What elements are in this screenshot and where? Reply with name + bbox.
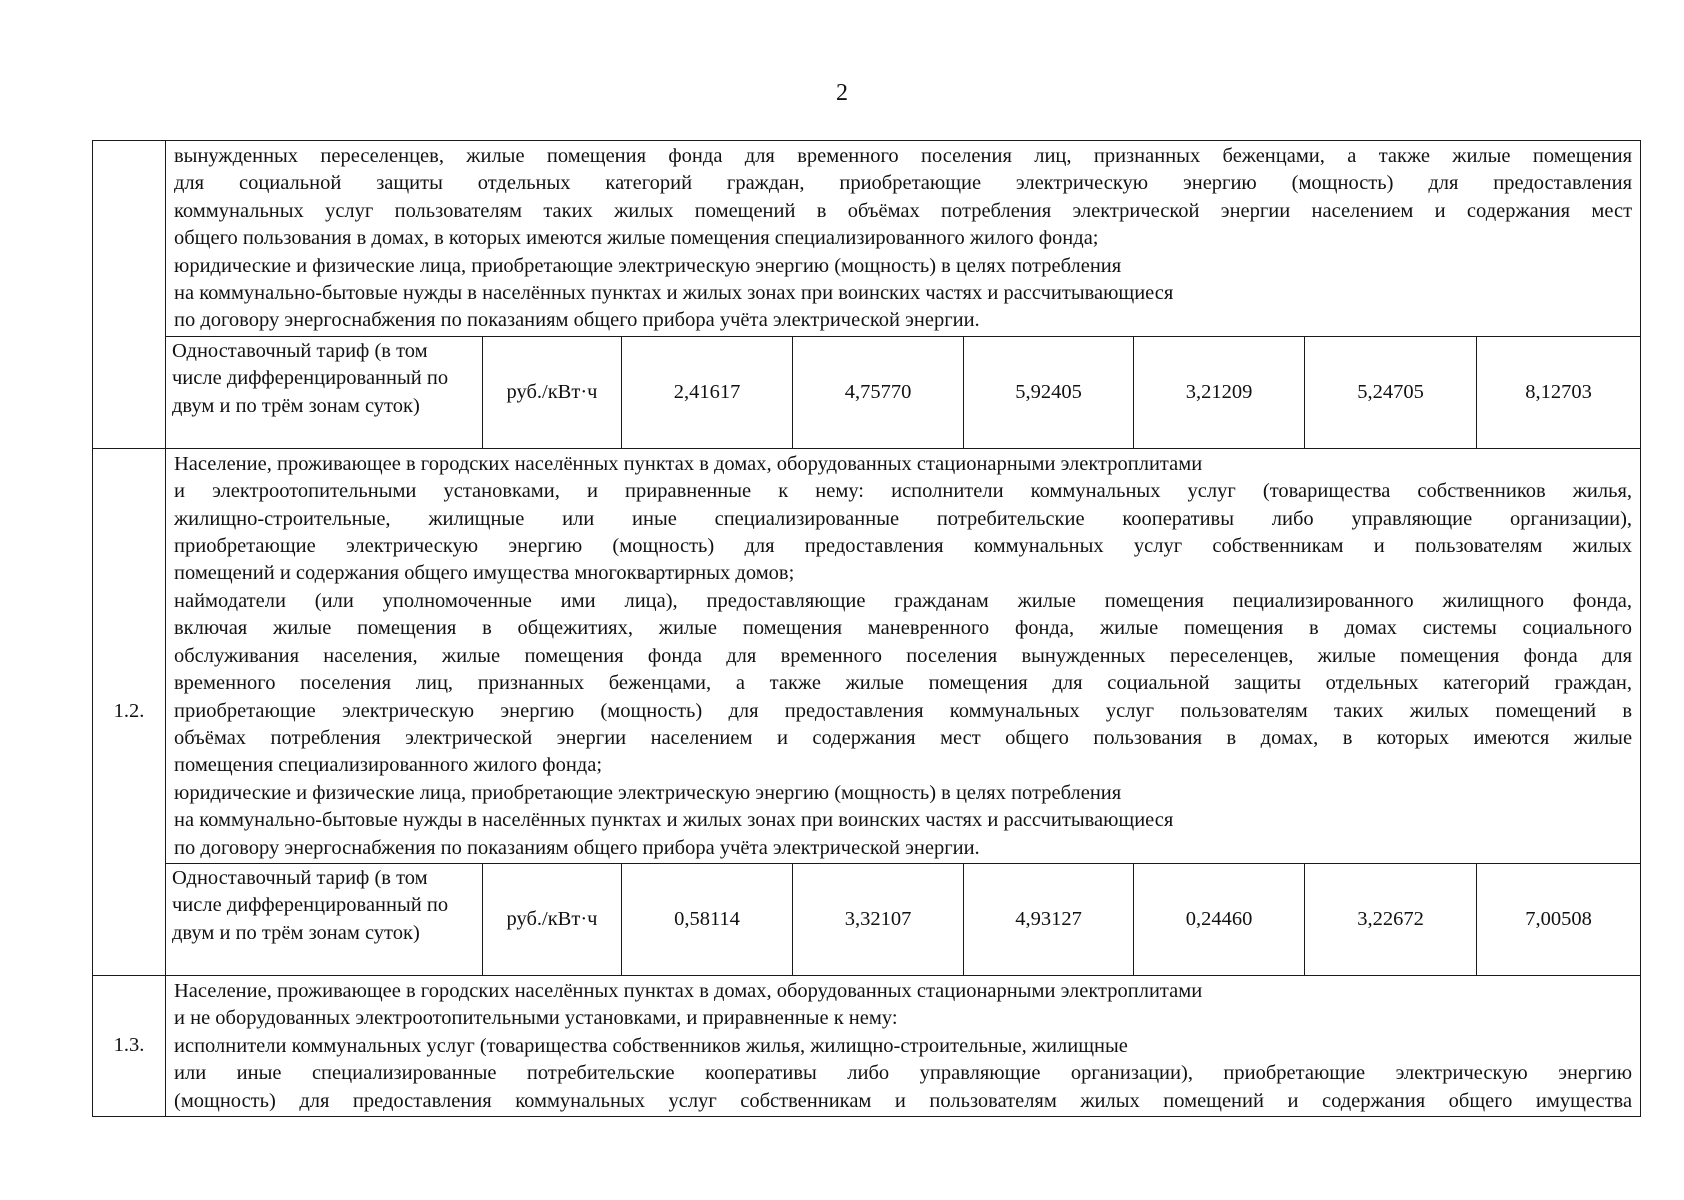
description-line: объёмах потребления электрической энергии населением и содержания мест общего пользования в домах, в которых имеются жилые xyxy=(174,726,1633,749)
tariff-value: 3,22672 xyxy=(1305,863,1477,975)
table-row xyxy=(93,336,1641,448)
description-line: по договору энергоснабжения по показаниям общего прибора учёта электрической энергии. xyxy=(174,836,980,859)
description-line: помещений и содержания общего имущества многоквартирных домов; xyxy=(174,562,795,585)
unit-cell: руб./кВт·ч xyxy=(483,863,622,975)
description-line: для социальной защиты отдельных категорий граждан, приобретающие электрическую энергию (мощность) для предоставления xyxy=(174,172,1633,195)
table-row xyxy=(93,448,1641,863)
description-line: юридические и физические лица, приобретающие электрическую энергию (мощность) в целях потребления xyxy=(174,781,1122,804)
tariff-value: 0,24460 xyxy=(1134,863,1305,975)
tariff-value: 7,00508 xyxy=(1477,863,1641,975)
description-line: (мощность) для предоставления коммунальных услуг собственникам и пользователям жилых помещений и содержания общего имущества xyxy=(174,1089,1633,1112)
row-number: 1.2. xyxy=(93,448,166,975)
description-line: обслуживания населения, жилые помещения фонда для временного поселения вынужденных переселенцев, жилые помещения фонда для xyxy=(174,644,1633,667)
description-line: Население, проживающее в городских населённых пунктах в домах, оборудованных стационарными электроплитами xyxy=(174,979,1203,1002)
table-row xyxy=(93,141,1641,337)
description-line: и электроотопительными установками, и приравненные к нему: исполнители коммунальных услуг (товарищества собственников жилья, xyxy=(174,480,1633,503)
description-line: временного поселения лиц, признанных беженцами, а также жилые помещения для социальной защиты отдельных категорий граждан, xyxy=(174,672,1633,695)
description-line: Население, проживающее в городских населённых пунктах в домах, оборудованных стационарными электроплитами xyxy=(174,452,1203,475)
row-description xyxy=(166,141,1641,337)
tariff-value: 8,12703 xyxy=(1477,336,1641,448)
description-line: жилищно-строительные, жилищные или иные специализированные потребительские кооперативы либо управляющие организации), xyxy=(174,507,1633,530)
table-row xyxy=(93,975,1641,1116)
page-number: 2 xyxy=(836,80,848,106)
description-line: приобретающие электрическую энергию (мощность) для предоставления коммунальных услуг собственникам и пользователям жилых xyxy=(174,535,1633,558)
description-line: включая жилые помещения в общежитиях, жилые помещения маневренного фонда, жилые помещения в домах системы социального xyxy=(174,617,1633,640)
description-line: вынужденных переселенцев, жилые помещения фонда для временного поселения лиц, признанных беженцами, а также жилые помещения xyxy=(174,145,1633,167)
tariff-value: 3,32107 xyxy=(793,863,964,975)
tariff-value: 5,24705 xyxy=(1305,336,1477,448)
description-line: помещения специализированного жилого фонда; xyxy=(174,754,603,777)
description-line: приобретающие электрическую энергию (мощность) для предоставления коммунальных услуг пользователям таких жилых помещений в xyxy=(174,699,1633,722)
description-line: наймодатели (или уполномоченные ими лица), предоставляющие гражданам жилые помещения пециализированного жилищного фонда, xyxy=(174,589,1633,612)
description-line: коммунальных услуг пользователям таких жилых помещений в объёмах потребления электрической энергии населением и содержания мест xyxy=(174,199,1633,222)
description-line: по договору энергоснабжения по показаниям общего прибора учёта электрической энергии. xyxy=(174,309,980,332)
table-row xyxy=(93,863,1641,975)
description-line: юридические и физические лица, приобретающие электрическую энергию (мощность) в целях потребления xyxy=(174,254,1122,277)
tariff-value: 4,75770 xyxy=(793,336,964,448)
row-description xyxy=(166,975,1641,1116)
row-description xyxy=(166,448,1641,863)
description-line: и не оборудованных электроотопительными установками, и приравненные к нему: xyxy=(174,1007,898,1030)
unit-cell: руб./кВт·ч xyxy=(483,336,622,448)
tariff-value: 3,21209 xyxy=(1134,336,1305,448)
row-number: 1.3. xyxy=(93,975,166,1116)
description-line: общего пользования в домах, в которых имеются жилые помещения специализированного жилого фонда; xyxy=(174,227,1099,250)
tariff-table xyxy=(92,140,1641,1117)
tariff-value: 5,92405 xyxy=(964,336,1134,448)
description-line: на коммунально-бытовые нужды в населённых пунктах и жилых зонах при воинских частях и рассчитывающиеся xyxy=(174,282,1174,305)
description-line: или иные специализированные потребительские кооперативы либо управляющие организации), приобретающие электрическую энергию xyxy=(174,1062,1633,1085)
row-number xyxy=(93,141,166,449)
description-line: на коммунально-бытовые нужды в населённых пунктах и жилых зонах при воинских частях и рассчитывающиеся xyxy=(174,809,1174,832)
tariff-label: Одноставочный тариф (в том числе дифференцированный по двум и по трём зонам суток) xyxy=(166,863,483,975)
tariff-value: 4,93127 xyxy=(964,863,1134,975)
tariff-label: Одноставочный тариф (в том числе дифференцированный по двум и по трём зонам суток) xyxy=(166,336,483,448)
tariff-value: 2,41617 xyxy=(622,336,793,448)
tariff-value: 0,58114 xyxy=(622,863,793,975)
description-line: исполнители коммунальных услуг (товарищества собственников жилья, жилищно-строительные, жилищные xyxy=(174,1034,1128,1057)
